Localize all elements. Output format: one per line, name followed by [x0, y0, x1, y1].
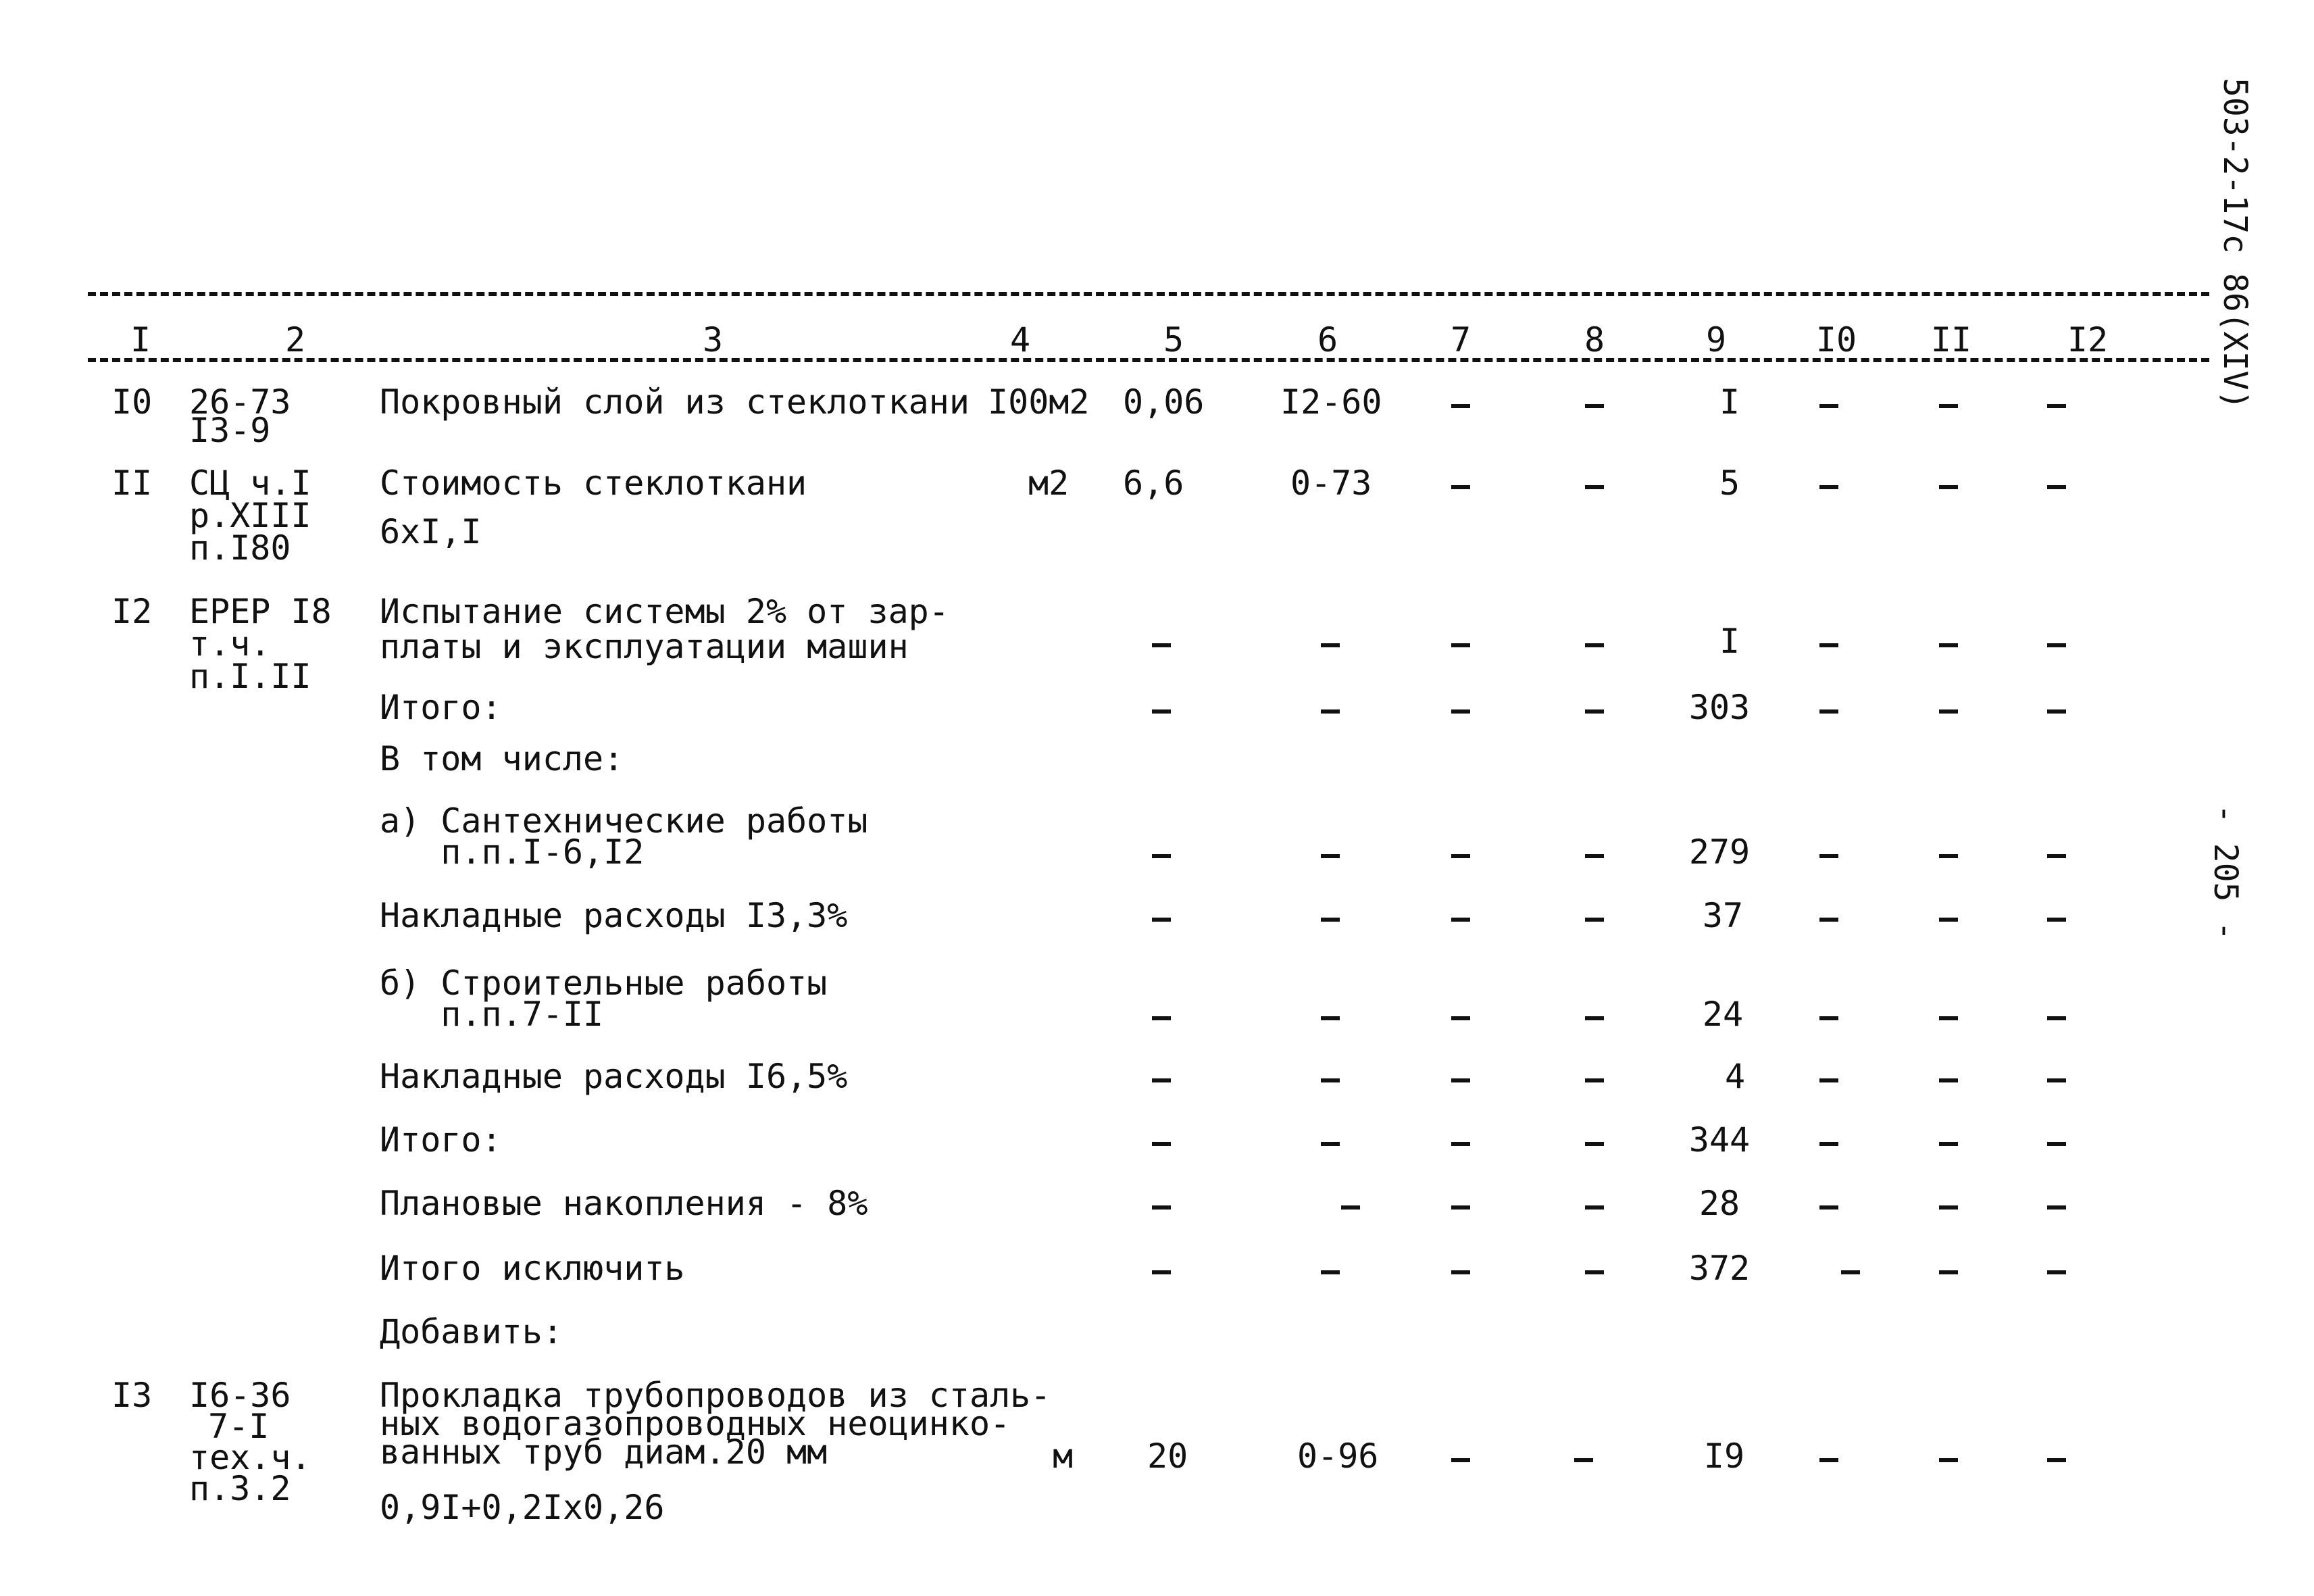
- unit: м2: [1028, 464, 1070, 503]
- empty-cell-dash: [1152, 854, 1171, 858]
- empty-cell-dash: [1939, 643, 1958, 647]
- total-value: I9: [1703, 1437, 1745, 1476]
- empty-cell-dash: [1819, 404, 1838, 408]
- reference-code: п.I.II: [189, 657, 311, 696]
- empty-cell-dash: [1939, 854, 1958, 858]
- description: 0,9I+0,2Ix0,26: [380, 1488, 665, 1527]
- column-header: I2: [2067, 320, 2109, 359]
- quantity: 6,6: [1123, 464, 1184, 503]
- total-value: I: [1719, 622, 1740, 661]
- empty-cell-dash: [2047, 709, 2066, 714]
- column-header: 6: [1317, 320, 1338, 359]
- empty-cell-dash: [1152, 918, 1171, 922]
- unit-price: I2-60: [1280, 382, 1382, 422]
- empty-cell-dash: [1152, 1078, 1171, 1082]
- empty-cell-dash: [1819, 1458, 1838, 1462]
- total-value: 37: [1702, 896, 1744, 935]
- unit: I00м2: [988, 382, 1090, 422]
- empty-cell-dash: [1819, 918, 1838, 922]
- empty-cell-dash: [2047, 1078, 2066, 1082]
- empty-cell-dash: [1451, 404, 1470, 408]
- page-number: - 205 -: [2207, 804, 2244, 941]
- empty-cell-dash: [1939, 1078, 1958, 1082]
- description: Покровный слой из стеклоткани: [380, 382, 970, 422]
- column-header: II: [1930, 320, 1972, 359]
- unit-price: 0-96: [1297, 1437, 1379, 1476]
- total-value: 24: [1702, 995, 1744, 1034]
- empty-cell-dash: [1321, 918, 1340, 922]
- description: Стоимость стеклоткани: [380, 464, 807, 503]
- description: Накладные расходы I6,5%: [380, 1057, 848, 1096]
- reference-code: п.I80: [189, 528, 291, 568]
- empty-cell-dash: [1585, 854, 1604, 858]
- empty-cell-dash: [1341, 1205, 1360, 1210]
- empty-cell-dash: [1451, 643, 1470, 647]
- total-value: 5: [1719, 464, 1740, 503]
- empty-cell-dash: [1819, 643, 1838, 647]
- empty-cell-dash: [1585, 1270, 1604, 1274]
- empty-cell-dash: [1939, 1270, 1958, 1274]
- empty-cell-dash: [1585, 643, 1604, 647]
- description: Итого:: [380, 1120, 502, 1159]
- description: Испытание системы 2% от зар-: [380, 592, 949, 631]
- empty-cell-dash: [1451, 1078, 1470, 1082]
- empty-cell-dash: [2047, 485, 2066, 489]
- empty-cell-dash: [1819, 1078, 1838, 1082]
- header-top-rule: [88, 292, 2209, 296]
- empty-cell-dash: [1939, 1458, 1958, 1462]
- empty-cell-dash: [1321, 1078, 1340, 1082]
- description: Добавить:: [380, 1312, 563, 1351]
- unit-price: 0-73: [1290, 464, 1372, 503]
- empty-cell-dash: [1585, 709, 1604, 714]
- empty-cell-dash: [1451, 1458, 1470, 1462]
- empty-cell-dash: [1451, 918, 1470, 922]
- empty-cell-dash: [1321, 854, 1340, 858]
- empty-cell-dash: [1819, 854, 1838, 858]
- empty-cell-dash: [2047, 918, 2066, 922]
- empty-cell-dash: [1574, 1458, 1593, 1462]
- reference-code: тех.ч.: [189, 1438, 311, 1477]
- empty-cell-dash: [1585, 404, 1604, 408]
- description: Прокладка трубопроводов из сталь-: [380, 1376, 1051, 1415]
- unit: м: [1053, 1437, 1074, 1476]
- column-header: 9: [1705, 320, 1727, 359]
- empty-cell-dash: [1585, 1142, 1604, 1146]
- description: п.п.7-II: [380, 995, 604, 1034]
- empty-cell-dash: [1939, 404, 1958, 408]
- empty-cell-dash: [1152, 1142, 1171, 1146]
- empty-cell-dash: [1841, 1270, 1860, 1274]
- quantity: 20: [1147, 1437, 1188, 1476]
- reference-code: I3-9: [189, 411, 271, 450]
- empty-cell-dash: [1939, 1142, 1958, 1146]
- empty-cell-dash: [1451, 1270, 1470, 1274]
- column-header: 7: [1450, 320, 1472, 359]
- empty-cell-dash: [2047, 1270, 2066, 1274]
- empty-cell-dash: [1321, 709, 1340, 714]
- reference-code: I6-36: [189, 1376, 291, 1415]
- empty-cell-dash: [1152, 1205, 1171, 1210]
- empty-cell-dash: [2047, 1458, 2066, 1462]
- empty-cell-dash: [1939, 709, 1958, 714]
- description: В том числе:: [380, 739, 624, 778]
- empty-cell-dash: [1819, 485, 1838, 489]
- document-code: 503-2-17с 86(XIV): [2216, 78, 2254, 410]
- description: Плановые накопления - 8%: [380, 1184, 868, 1223]
- empty-cell-dash: [1939, 918, 1958, 922]
- empty-cell-dash: [1451, 1142, 1470, 1146]
- description: ных водогазопроводных неоцинко-: [380, 1404, 1011, 1443]
- total-value: 344: [1688, 1120, 1751, 1159]
- row-number: II: [111, 464, 153, 503]
- column-header: 5: [1163, 320, 1184, 359]
- empty-cell-dash: [1451, 485, 1470, 489]
- total-value: 372: [1688, 1249, 1751, 1288]
- empty-cell-dash: [1819, 1142, 1838, 1146]
- empty-cell-dash: [1152, 1270, 1171, 1274]
- empty-cell-dash: [1451, 709, 1470, 714]
- total-value: 28: [1699, 1184, 1740, 1223]
- header-bottom-rule: [88, 358, 2209, 362]
- empty-cell-dash: [1321, 1142, 1340, 1146]
- empty-cell-dash: [2047, 404, 2066, 408]
- reference-code: ЕРЕР I8: [189, 592, 332, 631]
- description: п.п.I-6,I2: [380, 832, 645, 872]
- empty-cell-dash: [1451, 1016, 1470, 1020]
- empty-cell-dash: [1939, 1016, 1958, 1020]
- total-value: 303: [1688, 688, 1751, 727]
- row-number: I2: [111, 592, 153, 631]
- description: Итого:: [380, 688, 502, 727]
- empty-cell-dash: [1321, 1270, 1340, 1274]
- empty-cell-dash: [1819, 1016, 1838, 1020]
- empty-cell-dash: [1585, 1205, 1604, 1210]
- empty-cell-dash: [1585, 918, 1604, 922]
- column-header: I: [130, 320, 151, 359]
- description: 6xI,I: [380, 512, 482, 551]
- empty-cell-dash: [1321, 1016, 1340, 1020]
- column-header: 8: [1584, 320, 1605, 359]
- description: Итого исключить: [380, 1249, 685, 1288]
- empty-cell-dash: [1451, 1205, 1470, 1210]
- empty-cell-dash: [2047, 1142, 2066, 1146]
- empty-cell-dash: [1152, 1016, 1171, 1020]
- reference-code: т.ч.: [189, 624, 271, 664]
- reference-code: 26-73: [189, 382, 291, 422]
- empty-cell-dash: [2047, 854, 2066, 858]
- description: б) Строительные работы: [380, 964, 828, 1003]
- reference-code: СЦ ч.I: [189, 464, 311, 503]
- column-header: 4: [1009, 320, 1031, 359]
- empty-cell-dash: [1819, 709, 1838, 714]
- empty-cell-dash: [1321, 643, 1340, 647]
- quantity: 0,06: [1123, 382, 1205, 422]
- total-value: 279: [1688, 832, 1751, 872]
- empty-cell-dash: [1451, 854, 1470, 858]
- empty-cell-dash: [1585, 485, 1604, 489]
- row-number: I0: [111, 382, 153, 422]
- column-header: I0: [1815, 320, 1857, 359]
- empty-cell-dash: [1939, 1205, 1958, 1210]
- empty-cell-dash: [1152, 709, 1171, 714]
- empty-cell-dash: [1585, 1016, 1604, 1020]
- description: платы и эксплуатации машин: [380, 627, 909, 666]
- total-value: 4: [1724, 1057, 1746, 1096]
- reference-code: 7-I: [208, 1407, 270, 1446]
- empty-cell-dash: [1585, 1078, 1604, 1082]
- reference-code: п.3.2: [189, 1469, 291, 1508]
- row-number: I3: [111, 1376, 153, 1415]
- reference-code: р.XIII: [189, 496, 311, 535]
- empty-cell-dash: [1939, 485, 1958, 489]
- empty-cell-dash: [2047, 1205, 2066, 1210]
- empty-cell-dash: [1819, 1205, 1838, 1210]
- column-header: 3: [702, 320, 724, 359]
- empty-cell-dash: [2047, 643, 2066, 647]
- empty-cell-dash: [2047, 1016, 2066, 1020]
- empty-cell-dash: [1152, 643, 1171, 647]
- column-header: 2: [284, 320, 306, 359]
- description: Накладные расходы I3,3%: [380, 896, 848, 935]
- total-value: I: [1719, 382, 1740, 422]
- description: ванных труб диам.20 мм: [380, 1432, 828, 1472]
- description: а) Сантехнические работы: [380, 801, 868, 841]
